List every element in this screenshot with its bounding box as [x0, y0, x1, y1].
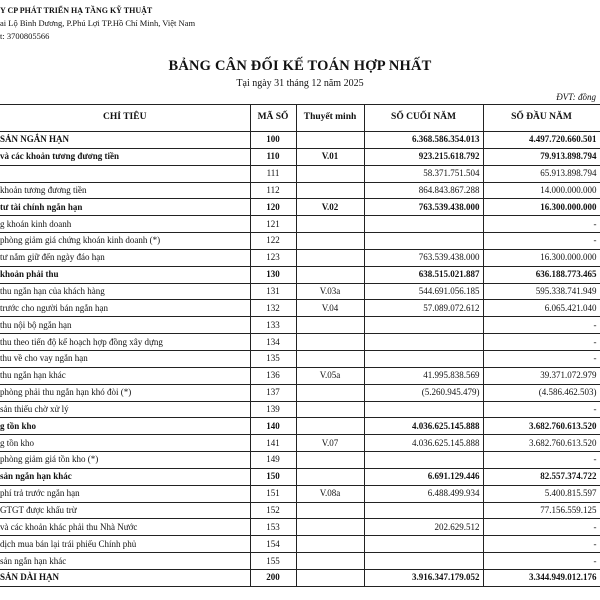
row-end-value	[364, 317, 483, 334]
row-code: 136	[250, 367, 296, 384]
table-row	[0, 350, 600, 367]
row-note: V.07	[296, 435, 364, 452]
row-start-value: 16.300.000.000	[483, 249, 600, 266]
table-row	[0, 165, 600, 182]
row-code: 155	[250, 553, 296, 570]
row-start-value: 3.682.760.613.520	[483, 418, 600, 435]
row-item-name: thu về cho vay ngắn hạn	[0, 350, 250, 367]
row-start-value: 65.913.898.794	[483, 165, 600, 182]
row-item-name	[0, 165, 250, 182]
row-end-value: 763.539.438.000	[364, 249, 483, 266]
header-code: MÃ SỐ	[250, 105, 296, 132]
row-end-value: 6.488.499.934	[364, 485, 483, 502]
row-item-name: sản ngắn hạn khác	[0, 468, 250, 485]
row-code: 139	[250, 401, 296, 418]
row-start-value: 82.557.374.722	[483, 468, 600, 485]
row-end-value: 4.036.625.145.888	[364, 418, 483, 435]
row-code: 123	[250, 249, 296, 266]
row-end-value: 6.691.129.446	[364, 468, 483, 485]
table-row	[0, 435, 600, 452]
row-code: 110	[250, 148, 296, 165]
row-start-value: -	[483, 536, 600, 553]
table-row	[0, 468, 600, 485]
row-code: 112	[250, 182, 296, 199]
row-item-name: phí trả trước ngắn hạn	[0, 485, 250, 502]
company-tax-code: t: 3700805566	[0, 31, 50, 41]
row-start-value: 39.371.072.979	[483, 367, 600, 384]
row-end-value	[364, 502, 483, 519]
row-start-value: 79.913.898.794	[483, 148, 600, 165]
row-code: 152	[250, 502, 296, 519]
row-note	[296, 132, 364, 149]
row-start-value: 3.682.760.613.520	[483, 435, 600, 452]
row-start-value: 636.188.773.465	[483, 266, 600, 283]
row-code: 122	[250, 233, 296, 250]
table-row	[0, 199, 600, 216]
row-note	[296, 216, 364, 233]
document-title: BẢNG CÂN ĐỐI KẾ TOÁN HỢP NHẤT	[168, 58, 432, 74]
header-item: CHỈ TIÊU	[0, 105, 250, 132]
row-item-name: phòng giảm giá chứng khoán kinh doanh (*)	[0, 233, 250, 250]
row-item-name: thu nội bộ ngắn hạn	[0, 317, 250, 334]
row-code: 153	[250, 519, 296, 536]
currency-unit: ĐVT: đồng	[556, 92, 596, 102]
table-row	[0, 216, 600, 233]
row-note: V.04	[296, 300, 364, 317]
table-row	[0, 519, 600, 536]
table-row	[0, 536, 600, 553]
row-item-name: sản thiếu chờ xử lý	[0, 401, 250, 418]
row-code: 131	[250, 283, 296, 300]
row-start-value: 595.338.741.949	[483, 283, 600, 300]
table-row	[0, 401, 600, 418]
table-row	[0, 334, 600, 351]
row-code: 150	[250, 468, 296, 485]
row-note	[296, 468, 364, 485]
row-end-value	[364, 216, 483, 233]
row-code: 141	[250, 435, 296, 452]
row-end-value	[364, 350, 483, 367]
row-code: 200	[250, 569, 296, 586]
table-row	[0, 553, 600, 570]
row-code: 154	[250, 536, 296, 553]
row-start-value: 77.156.559.125	[483, 502, 600, 519]
row-note	[296, 233, 364, 250]
row-code: 149	[250, 452, 296, 469]
row-item-name: khoản phải thu	[0, 266, 250, 283]
row-note: V.03a	[296, 283, 364, 300]
table-row	[0, 485, 600, 502]
row-note	[296, 317, 364, 334]
row-end-value: 3.916.347.179.052	[364, 569, 483, 586]
row-code: 135	[250, 350, 296, 367]
row-end-value	[364, 401, 483, 418]
row-note	[296, 266, 364, 283]
row-note	[296, 165, 364, 182]
row-item-name: và các khoản tương đương tiền	[0, 148, 250, 165]
header-note: Thuyết minh	[296, 105, 364, 132]
row-note: V.01	[296, 148, 364, 165]
row-note	[296, 418, 364, 435]
row-item-name: g tồn kho	[0, 435, 250, 452]
row-end-value: 864.843.867.288	[364, 182, 483, 199]
table-row	[0, 283, 600, 300]
row-item-name: tư tài chính ngắn hạn	[0, 199, 250, 216]
row-start-value: 16.300.000.000	[483, 199, 600, 216]
row-item-name: SẢN DÀI HẠN	[0, 569, 250, 586]
table-row	[0, 452, 600, 469]
row-end-value: 6.368.586.354.013	[364, 132, 483, 149]
row-code: 140	[250, 418, 296, 435]
row-item-name: SẢN NGẮN HẠN	[0, 132, 250, 149]
row-item-name: trước cho người bán ngắn hạn	[0, 300, 250, 317]
row-note: V.02	[296, 199, 364, 216]
table-row	[0, 249, 600, 266]
row-start-value: 14.000.000.000	[483, 182, 600, 199]
row-code: 121	[250, 216, 296, 233]
table-row	[0, 418, 600, 435]
row-item-name: thu theo tiến độ kế hoạch hợp đồng xây dựng	[0, 334, 250, 351]
row-start-value: -	[483, 401, 600, 418]
row-note	[296, 519, 364, 536]
table-row	[0, 367, 600, 384]
row-item-name: khoản tương đương tiền	[0, 182, 250, 199]
document-subtitle: Tại ngày 31 tháng 12 năm 2025	[236, 78, 364, 89]
row-start-value: -	[483, 350, 600, 367]
row-item-name: thu ngắn hạn của khách hàng	[0, 283, 250, 300]
table-row	[0, 266, 600, 283]
row-note: V.05a	[296, 367, 364, 384]
row-end-value: 638.515.021.887	[364, 266, 483, 283]
row-start-value: -	[483, 334, 600, 351]
row-item-name: g khoán kinh doanh	[0, 216, 250, 233]
row-note	[296, 334, 364, 351]
row-end-value	[364, 553, 483, 570]
table-row	[0, 132, 600, 149]
row-end-value: 58.371.751.504	[364, 165, 483, 182]
row-item-name: sản ngắn hạn khác	[0, 553, 250, 570]
row-code: 130	[250, 266, 296, 283]
row-start-value: (4.586.462.503)	[483, 384, 600, 401]
row-note: V.08a	[296, 485, 364, 502]
row-end-value: 202.629.512	[364, 519, 483, 536]
row-item-name: phòng giảm giá tồn kho (*)	[0, 452, 250, 469]
row-note	[296, 553, 364, 570]
row-code: 111	[250, 165, 296, 182]
row-note	[296, 384, 364, 401]
row-end-value: 544.691.056.185	[364, 283, 483, 300]
row-start-value: -	[483, 553, 600, 570]
row-end-value	[364, 452, 483, 469]
row-item-name: tư nắm giữ đến ngày đáo hạn	[0, 249, 250, 266]
row-item-name: g tồn kho	[0, 418, 250, 435]
row-code: 134	[250, 334, 296, 351]
row-code: 100	[250, 132, 296, 149]
table-row	[0, 502, 600, 519]
row-start-value: 3.344.949.012.176	[483, 569, 600, 586]
row-end-value: 763.539.438.000	[364, 199, 483, 216]
row-end-value: 41.995.838.569	[364, 367, 483, 384]
row-end-value: (5.260.945.479)	[364, 384, 483, 401]
row-code: 151	[250, 485, 296, 502]
row-note	[296, 182, 364, 199]
table-row	[0, 182, 600, 199]
row-note	[296, 569, 364, 586]
row-start-value: 4.497.720.660.501	[483, 132, 600, 149]
row-start-value: 6.065.421.040	[483, 300, 600, 317]
row-item-name: GTGT được khấu trừ	[0, 502, 250, 519]
row-note	[296, 249, 364, 266]
row-start-value: -	[483, 519, 600, 536]
table-row	[0, 233, 600, 250]
row-code: 133	[250, 317, 296, 334]
row-item-name: thu ngắn hạn khác	[0, 367, 250, 384]
row-end-value	[364, 233, 483, 250]
balance-sheet-table	[0, 104, 600, 587]
row-start-value: 5.400.815.597	[483, 485, 600, 502]
company-name: Y CP PHÁT TRIỂN HẠ TẦNG KỸ THUẬT	[0, 6, 153, 15]
row-code: 132	[250, 300, 296, 317]
table-row	[0, 317, 600, 334]
row-note	[296, 452, 364, 469]
row-item-name: và các khoản khác phải thu Nhà Nước	[0, 519, 250, 536]
table-header-row	[0, 105, 600, 132]
row-start-value: -	[483, 233, 600, 250]
row-end-value: 57.089.072.612	[364, 300, 483, 317]
row-note	[296, 502, 364, 519]
row-end-value: 923.215.618.792	[364, 148, 483, 165]
row-end-value	[364, 334, 483, 351]
table-row	[0, 148, 600, 165]
row-note	[296, 350, 364, 367]
table-row	[0, 384, 600, 401]
row-start-value: -	[483, 216, 600, 233]
row-code: 137	[250, 384, 296, 401]
row-start-value: -	[483, 452, 600, 469]
table-row	[0, 569, 600, 586]
row-item-name: phòng phải thu ngắn hạn khó đòi (*)	[0, 384, 250, 401]
header-start-of-year: SỐ ĐẦU NĂM	[483, 105, 600, 132]
row-note	[296, 401, 364, 418]
row-start-value: -	[483, 317, 600, 334]
header-end-of-year: SỐ CUỐI NĂM	[364, 105, 483, 132]
row-note	[296, 536, 364, 553]
row-end-value	[364, 536, 483, 553]
row-end-value: 4.036.625.145.888	[364, 435, 483, 452]
table-row	[0, 300, 600, 317]
row-code: 120	[250, 199, 296, 216]
row-item-name: dịch mua bán lại trái phiếu Chính phủ	[0, 536, 250, 553]
company-address: ai Lộ Bình Dương, P.Phú Lợi TP.Hồ Chí Minh, Việt Nam	[0, 18, 196, 28]
